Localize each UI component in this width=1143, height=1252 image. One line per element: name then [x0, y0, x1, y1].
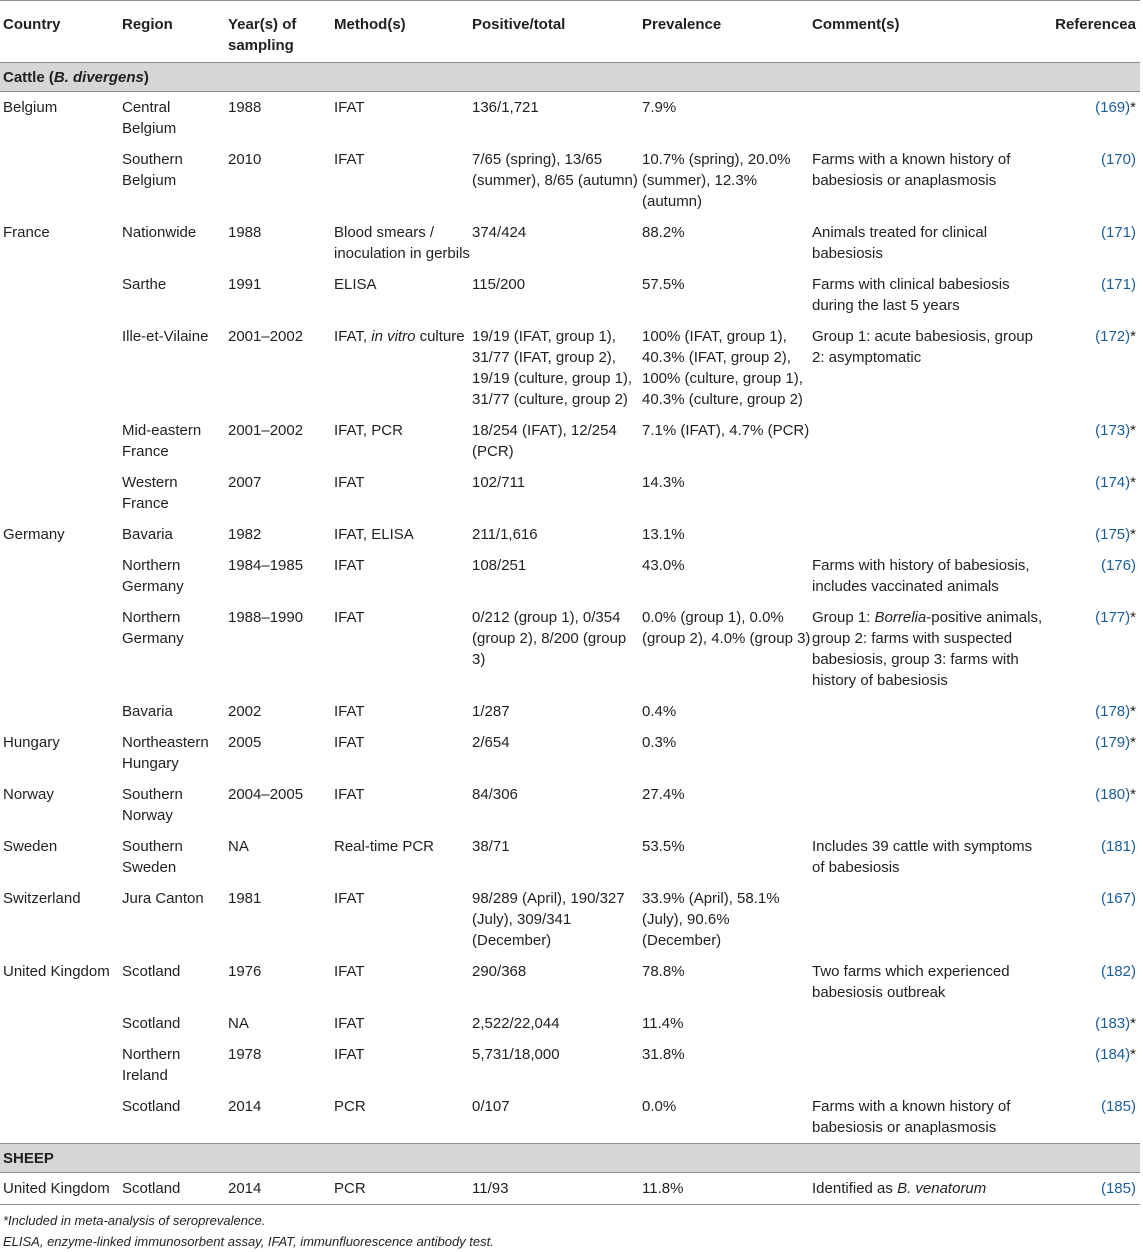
header-year: Year(s) of sampling — [228, 16, 297, 54]
header-reference: Referencea — [1055, 16, 1136, 33]
country-cell: United Kingdom — [3, 963, 110, 980]
prevalence-cell: 13.1% — [642, 526, 685, 543]
reference-cell — [1044, 519, 1140, 550]
region-cell: Mid-eastern France — [122, 422, 202, 460]
comment-cell: Farms with a known history of babesiosis or anaplasmosis — [812, 151, 1011, 189]
method-cell: IFAT — [334, 1015, 365, 1032]
method-cell: PCR — [334, 1098, 366, 1115]
reference-link[interactable]: (171) — [1100, 224, 1136, 241]
comment-cell: Includes 39 cattle with symptoms of babesiosis — [812, 838, 1033, 876]
method-cell: IFAT, PCR — [334, 422, 403, 439]
reference-link[interactable]: (177) — [1095, 609, 1131, 626]
reference-cell — [1044, 415, 1140, 467]
reference-link[interactable]: (174) — [1095, 474, 1131, 491]
table-row — [0, 144, 1140, 217]
reference-cell — [1044, 144, 1140, 217]
prevalence-cell: 7.9% — [642, 99, 677, 116]
prevalence-cell: 31.8% — [642, 1046, 685, 1063]
prevalence-cell: 43.0% — [642, 557, 685, 574]
table-header — [0, 1, 1140, 63]
header-method: Method(s) — [334, 16, 406, 33]
positive-total-cell: 7/65 (spring), 13/65 (summer), 8/65 (autumn) — [472, 151, 638, 189]
positive-total-cell: 0/107 — [472, 1098, 510, 1115]
method-cell: IFAT — [334, 703, 365, 720]
positive-total-cell: 136/1,721 — [472, 99, 539, 116]
reference-cell — [1044, 550, 1140, 602]
positive-total-cell: 374/424 — [472, 224, 527, 241]
comment-cell: Farms with clinical babesiosis during the last 5 years — [812, 276, 1010, 314]
comment-cell: Animals treated for clinical babesiosis — [812, 224, 988, 262]
reference-cell — [1044, 831, 1140, 883]
positive-total-cell: 211/1,616 — [472, 526, 538, 543]
comment-cell — [812, 727, 1044, 779]
reference-cell — [1044, 92, 1140, 145]
table-row — [0, 92, 1140, 145]
positive-total-cell: 98/289 (April), 190/327 (July), 309/341 (December) — [472, 890, 625, 949]
country-cell — [0, 321, 122, 415]
region-cell: Southern Norway — [122, 786, 183, 824]
reference-cell — [1044, 269, 1140, 321]
region-cell: Northeastern Hungary — [122, 734, 209, 772]
year-cell: 1991 — [228, 276, 262, 293]
method-cell: IFAT, ELISA — [334, 526, 414, 543]
comment-cell — [812, 415, 1044, 467]
method-part: in vitro — [371, 328, 416, 345]
prevalence-cell: 0.0% (group 1), 0.0% (group 2), 4.0% (group 3) — [642, 609, 811, 647]
comment-cell: Group 1: acute babesiosis, group 2: asymptomatic — [812, 328, 1033, 366]
region-cell: Sarthe — [122, 276, 167, 293]
region-cell: Northern Germany — [122, 557, 184, 595]
positive-total-cell: 102/711 — [472, 474, 526, 491]
method-cell — [334, 321, 472, 415]
reference-cell — [1044, 1039, 1140, 1091]
year-cell: 1988 — [228, 224, 262, 241]
country-cell — [0, 467, 122, 519]
region-cell: Ille-et-Vilaine — [122, 328, 209, 345]
positive-total-cell: 115/200 — [472, 276, 526, 293]
positive-total-cell: 1/287 — [472, 703, 510, 720]
country-cell: Hungary — [3, 734, 60, 751]
country-cell: Germany — [3, 526, 65, 543]
region-cell: Western France — [122, 474, 178, 512]
table-row — [0, 1008, 1140, 1039]
method-cell: IFAT — [334, 151, 365, 168]
reference-cell — [1044, 883, 1140, 956]
section-label — [0, 63, 1140, 92]
year-cell: 1982 — [228, 526, 262, 543]
region-cell: Nationwide — [122, 224, 197, 241]
positive-total-cell: 2,522/22,044 — [472, 1015, 560, 1032]
header-prevalence: Prevalence — [642, 16, 722, 33]
country-cell: France — [3, 224, 50, 241]
reference-link[interactable]: (184) — [1095, 1046, 1131, 1063]
section-label-part: Cattle ( — [3, 69, 54, 86]
header-region: Region — [122, 16, 173, 33]
method-cell: IFAT — [334, 557, 365, 574]
header-comments: Comment(s) — [812, 16, 900, 33]
reference-cell — [1044, 1091, 1140, 1144]
table-row — [0, 217, 1140, 269]
reference-link[interactable]: (172) — [1095, 328, 1131, 345]
table-row — [0, 602, 1140, 696]
comment-cell: Farms with history of babesiosis, includes vaccinated animals — [812, 557, 1030, 595]
comment-cell — [812, 519, 1044, 550]
table-row — [0, 1091, 1140, 1144]
region-cell: Scotland — [122, 1173, 228, 1205]
footnote-meta-analysis: *Included in meta-analysis of seroprevalence. — [3, 1213, 266, 1228]
comment-cell — [812, 467, 1044, 519]
prevalence-cell: 27.4% — [642, 786, 685, 803]
prevalence-cell: 57.5% — [642, 276, 685, 293]
prevalence-cell: 11.8% — [642, 1173, 812, 1205]
reference-cell — [1044, 1173, 1140, 1205]
comment-part: -positive animals, group 2: farms with suspected babesiosis, group 3: farms with history of babesiosis — [812, 609, 1043, 689]
section-label-part: B. divergens — [53, 69, 144, 86]
positive-total-cell: 11/93 — [472, 1173, 642, 1205]
table-row — [0, 727, 1140, 779]
region-cell: Jura Canton — [122, 890, 204, 907]
country-cell — [0, 1091, 122, 1144]
region-cell: Scotland — [122, 1015, 181, 1032]
reference-link[interactable]: (178) — [1095, 703, 1131, 720]
reference-link[interactable]: (179) — [1095, 734, 1131, 751]
year-cell: 2014 — [228, 1098, 262, 1115]
reference-cell — [1044, 1008, 1140, 1039]
reference-link[interactable]: (171) — [1100, 276, 1136, 293]
year-cell: 1988–1990 — [228, 609, 304, 626]
year-cell: 2014 — [228, 1173, 334, 1205]
region-cell: Northern Ireland — [122, 1046, 181, 1084]
meta-analysis-marker: * — [1130, 1046, 1136, 1063]
year-cell: 1976 — [228, 963, 262, 980]
reference-link[interactable]: (175) — [1095, 526, 1131, 543]
section-label-text: SHEEP — [3, 1150, 54, 1167]
year-cell: NA — [228, 838, 249, 855]
comment-cell — [812, 883, 1044, 956]
reference-cell — [1044, 321, 1140, 415]
method-part: IFAT, — [334, 328, 372, 345]
comment-cell: Farms with a known history of babesiosis or anaplasmosis — [812, 1098, 1011, 1136]
region-cell: Scotland — [122, 1098, 181, 1115]
region-cell: Scotland — [122, 963, 181, 980]
country-cell: Norway — [3, 786, 54, 803]
section-header — [0, 1144, 1140, 1173]
region-cell: Northern Germany — [122, 609, 184, 647]
prevalence-cell: 14.3% — [642, 474, 685, 491]
comment-part: Borrelia — [874, 609, 927, 626]
method-cell: IFAT — [334, 474, 365, 491]
country-cell: Switzerland — [3, 890, 81, 907]
method-cell: IFAT — [334, 609, 365, 626]
method-part: culture — [415, 328, 465, 345]
prevalence-cell: 33.9% (April), 58.1% (July), 90.6% (December) — [642, 890, 780, 949]
positive-total-cell: 84/306 — [472, 786, 518, 803]
table-row — [0, 321, 1140, 415]
section-label — [0, 1144, 1140, 1173]
method-cell: Real-time PCR — [334, 838, 435, 855]
table-row — [0, 269, 1140, 321]
table-row — [0, 956, 1140, 1008]
country-cell — [0, 1039, 122, 1091]
year-cell: NA — [228, 1015, 249, 1032]
reference-link[interactable]: (170) — [1100, 151, 1136, 168]
reference-link[interactable]: (167) — [1100, 890, 1136, 907]
method-cell: IFAT — [334, 734, 365, 751]
country-cell — [0, 415, 122, 467]
table-row — [0, 550, 1140, 602]
meta-analysis-marker: * — [1130, 609, 1136, 626]
reference-link[interactable]: (182) — [1100, 963, 1136, 980]
method-cell: IFAT — [334, 890, 365, 907]
comment-part: Identified as — [812, 1180, 898, 1197]
region-cell: Bavaria — [122, 703, 173, 720]
meta-analysis-marker: * — [1130, 1015, 1136, 1032]
comment-cell — [812, 602, 1044, 696]
year-cell: 2007 — [228, 474, 262, 491]
country-cell — [0, 269, 122, 321]
comment-cell — [812, 1039, 1044, 1091]
method-cell: Blood smears / inoculation in gerbils — [334, 224, 470, 262]
prevalence-cell: 88.2% — [642, 224, 685, 241]
meta-analysis-marker: * — [1130, 99, 1136, 116]
comment-cell — [812, 1008, 1044, 1039]
positive-total-cell: 2/654 — [472, 734, 510, 751]
comment-part: B. venatorum — [897, 1180, 987, 1197]
meta-analysis-marker: * — [1130, 526, 1136, 543]
table-row — [0, 1173, 1140, 1205]
year-cell: 2001–2002 — [228, 422, 304, 439]
prevalence-cell: 100% (IFAT, group 1), 40.3% (IFAT, group 2), 100% (culture, group 1), 40.3% (culture, group 2) — [642, 328, 803, 408]
year-cell: 1981 — [228, 890, 262, 907]
reference-link[interactable]: (183) — [1095, 1015, 1131, 1032]
header-positive-total: Positive/total — [472, 16, 566, 33]
reference-link[interactable]: (176) — [1100, 557, 1136, 574]
table-row — [0, 831, 1140, 883]
comment-cell — [812, 1173, 1044, 1205]
method-cell: ELISA — [334, 276, 377, 293]
table-row — [0, 415, 1140, 467]
meta-analysis-marker: * — [1130, 734, 1136, 751]
comment-cell — [812, 779, 1044, 831]
prevalence-cell: 0.4% — [642, 703, 677, 720]
prevalence-cell: 7.1% (IFAT), 4.7% (PCR) — [642, 422, 810, 439]
table-row — [0, 779, 1140, 831]
section-header — [0, 63, 1140, 92]
method-cell: PCR — [334, 1173, 472, 1205]
meta-analysis-marker: * — [1130, 328, 1136, 345]
positive-total-cell: 38/71 — [472, 838, 510, 855]
prevalence-cell: 10.7% (spring), 20.0% (summer), 12.3% (autumn) — [642, 151, 791, 210]
prevalence-cell: 0.0% — [642, 1098, 677, 1115]
footnote-abbreviations: ELISA, enzyme-linked immunosorbent assay, IFAT, immunfluorescence antibody test. — [3, 1234, 494, 1249]
method-cell: IFAT — [334, 786, 365, 803]
section-label-part: ) — [143, 69, 149, 86]
reference-link[interactable]: (185) — [1100, 1098, 1136, 1115]
country-cell — [0, 696, 122, 727]
positive-total-cell: 0/212 (group 1), 0/354 (group 2), 8/200 (group 3) — [472, 609, 627, 668]
prevalence-cell: 0.3% — [642, 734, 677, 751]
year-cell: 2001–2002 — [228, 328, 304, 345]
reference-cell — [1044, 696, 1140, 727]
reference-cell — [1044, 956, 1140, 1008]
table-row — [0, 519, 1140, 550]
positive-total-cell: 108/251 — [472, 557, 527, 574]
year-cell: 2010 — [228, 151, 262, 168]
method-cell: IFAT — [334, 99, 365, 116]
year-cell: 2002 — [228, 703, 262, 720]
header-country: Country — [3, 16, 61, 33]
table-row — [0, 1039, 1140, 1091]
reference-cell — [1044, 602, 1140, 696]
country-cell — [0, 602, 122, 696]
region-cell: Southern Belgium — [122, 151, 183, 189]
reference-link[interactable]: (169) — [1095, 99, 1131, 116]
reference-link[interactable]: (185) — [1100, 1180, 1136, 1197]
table-body — [0, 63, 1140, 1205]
comment-cell: Two farms which experienced babesiosis outbreak — [812, 963, 1010, 1001]
reference-cell — [1044, 727, 1140, 779]
country-cell — [0, 550, 122, 602]
region-cell: Bavaria — [122, 526, 173, 543]
comment-cell — [812, 696, 1044, 727]
prevalence-cell: 53.5% — [642, 838, 685, 855]
reference-cell — [1044, 217, 1140, 269]
table-row — [0, 696, 1140, 727]
prevalence-cell: 78.8% — [642, 963, 685, 980]
country-cell: Sweden — [3, 838, 58, 855]
positive-total-cell: 18/254 (IFAT), 12/254 (PCR) — [472, 422, 617, 460]
meta-analysis-marker: * — [1130, 422, 1136, 439]
positive-total-cell: 5,731/18,000 — [472, 1046, 560, 1063]
meta-analysis-marker: * — [1130, 703, 1136, 720]
country-cell: United Kingdom — [0, 1173, 122, 1205]
comment-cell — [812, 92, 1044, 145]
year-cell: 1988 — [228, 99, 262, 116]
year-cell: 1978 — [228, 1046, 262, 1063]
table-row — [0, 467, 1140, 519]
country-cell — [0, 144, 122, 217]
country-cell: Belgium — [3, 99, 58, 116]
meta-analysis-marker: * — [1130, 786, 1136, 803]
prevalence-cell: 11.4% — [642, 1015, 684, 1032]
reference-cell — [1044, 779, 1140, 831]
reference-link[interactable]: (180) — [1095, 786, 1131, 803]
reference-link[interactable]: (181) — [1100, 838, 1136, 855]
footnotes — [0, 1205, 1143, 1252]
table-row — [0, 883, 1140, 956]
positive-total-cell: 290/368 — [472, 963, 527, 980]
year-cell: 2005 — [228, 734, 262, 751]
comment-part: Group 1: — [812, 609, 875, 626]
reference-link[interactable]: (173) — [1095, 422, 1131, 439]
method-cell: IFAT — [334, 1046, 365, 1063]
year-cell: 1984–1985 — [228, 557, 304, 574]
positive-total-cell: 19/19 (IFAT, group 1), 31/77 (IFAT, group 2), 19/19 (culture, group 1), 31/77 (culture, group 2) — [472, 328, 633, 408]
region-cell: Central Belgium — [122, 99, 177, 137]
method-cell: IFAT — [334, 963, 365, 980]
year-cell: 2004–2005 — [228, 786, 304, 803]
reference-cell — [1044, 467, 1140, 519]
country-cell — [0, 1008, 122, 1039]
meta-analysis-marker: * — [1130, 474, 1136, 491]
region-cell: Southern Sweden — [122, 838, 183, 876]
